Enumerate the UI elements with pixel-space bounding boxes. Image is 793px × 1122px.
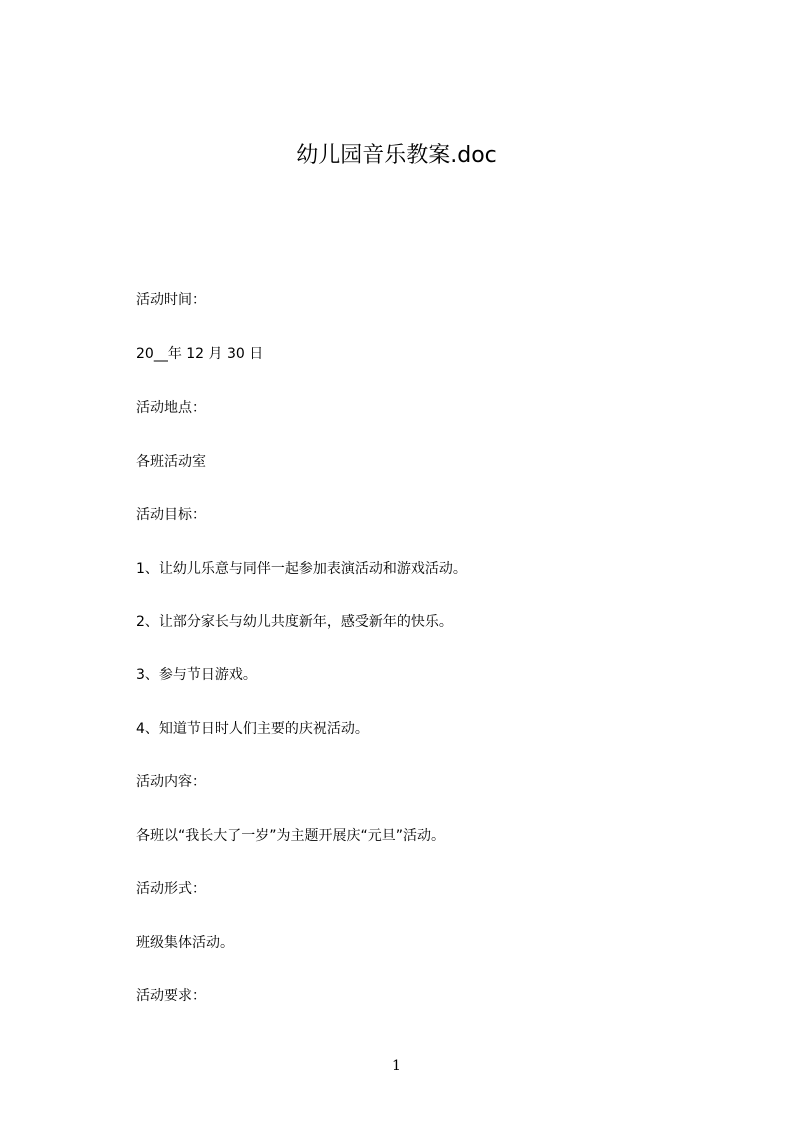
goal-item-4: 4、知道节日时人们主要的庆祝活动。 [136, 721, 369, 737]
goal-item-3: 3、参与节日游戏。 [136, 667, 257, 683]
activity-content-value: 各班以“我长大了一岁”为主题开展庆“元旦”活动。 [136, 828, 446, 844]
document-title: 幼儿园音乐教案.doc [296, 143, 497, 168]
label-activity-content: 活动内容： [136, 774, 206, 790]
page-number: 1 [392, 1058, 401, 1074]
activity-location-value: 各班活动室 [136, 454, 206, 470]
activity-time-value: 20__年 12 月 30 日 [136, 346, 264, 362]
activity-form-value: 班级集体活动。 [136, 935, 234, 951]
label-activity-requirements: 活动要求： [136, 988, 206, 1004]
label-activity-form: 活动形式： [136, 881, 206, 897]
label-activity-time: 活动时间： [136, 292, 206, 308]
goal-item-1: 1、让幼儿乐意与同伴一起参加表演活动和游戏活动。 [136, 561, 467, 577]
label-activity-location: 活动地点： [136, 400, 206, 416]
label-activity-goals: 活动目标： [136, 507, 206, 523]
goal-item-2: 2、让部分家长与幼儿共度新年，感受新年的快乐。 [136, 614, 453, 630]
